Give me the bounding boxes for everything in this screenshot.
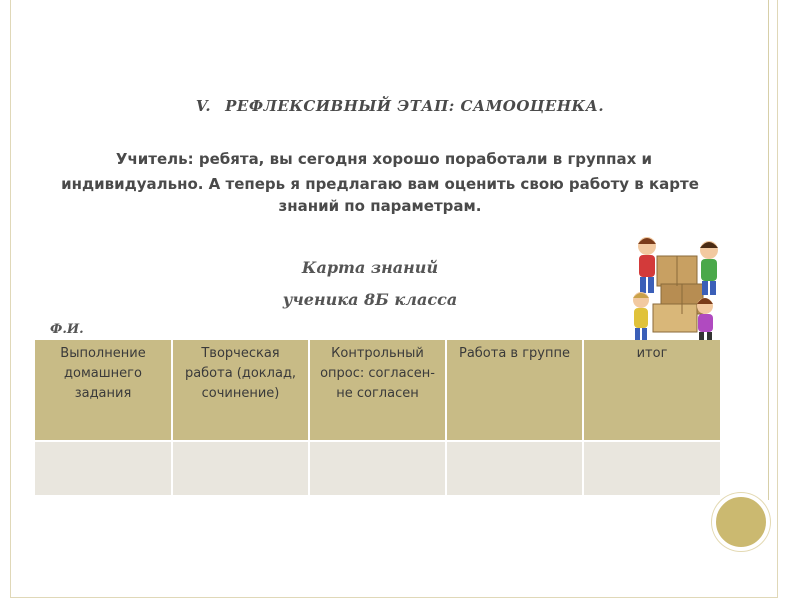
knowledge-table [35, 340, 720, 495]
header-control-survey: Контрольный опрос: согласен- не согласен [309, 340, 446, 441]
right-decor-rule [768, 0, 769, 500]
gold-circle-decoration [712, 493, 770, 551]
table-cell[interactable] [172, 441, 309, 495]
table-header-row [35, 340, 720, 441]
table-row [35, 441, 720, 495]
card-subtitle: ученика 8Б класса [282, 290, 458, 309]
table-cell[interactable] [35, 441, 172, 495]
table-cell[interactable] [446, 441, 583, 495]
title-text: РЕФЛЕКСИВНЫЙ ЭТАП: САМООЦЕНКА. [225, 97, 605, 115]
children-with-boxes-illustration [625, 228, 725, 346]
table-cell[interactable] [309, 441, 446, 495]
fio-label: Ф.И. [50, 322, 84, 337]
table-cell[interactable] [583, 441, 720, 495]
header-group-work: Работа в группе [446, 340, 583, 441]
card-title: Карта знаний [301, 258, 439, 277]
intro-paragraph [55, 148, 705, 218]
header-homework: Выполнение домашнего задания [35, 340, 172, 441]
title-number: V. [195, 97, 212, 115]
slide-title [0, 97, 800, 115]
intro-text: Учитель: ребята, вы сегодня хорошо поработали в группах и индивидуально. А теперь я предлагаю вам оценить свою работу в карте знаний по параметрам. [61, 150, 699, 215]
header-creative-work: Творческая работа (доклад, сочинение) [172, 340, 309, 441]
header-total: итог [583, 340, 720, 441]
